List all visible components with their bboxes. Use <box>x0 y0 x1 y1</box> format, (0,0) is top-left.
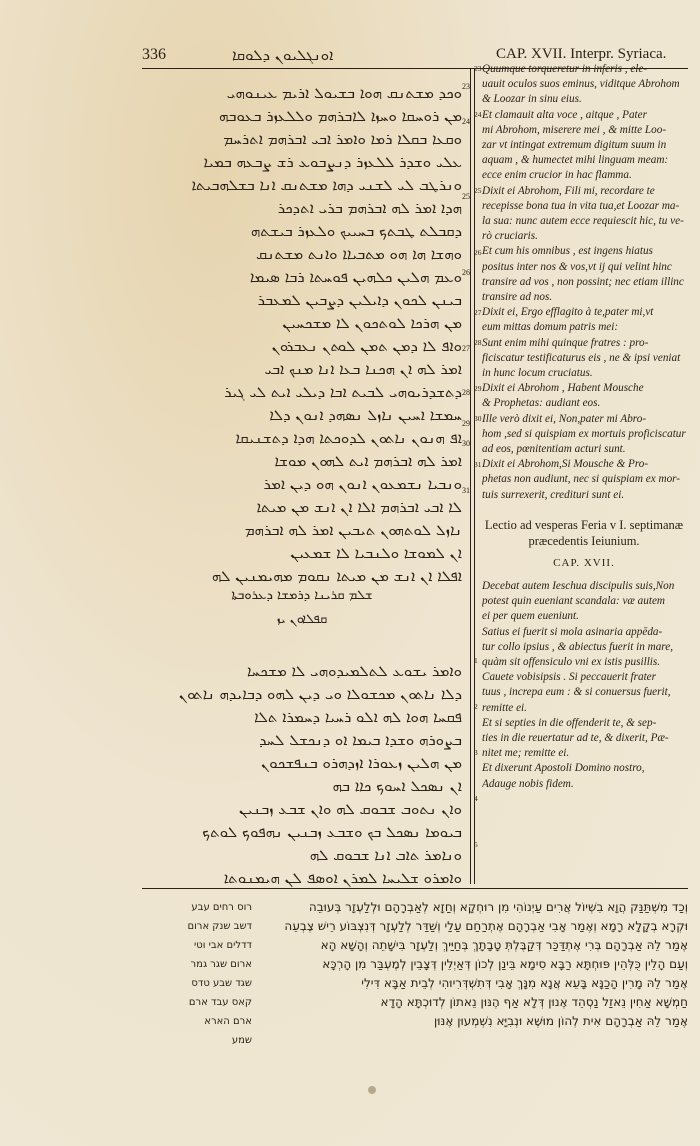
latin-line: Satius ei fuerit si mola asinaria appēda- <box>482 625 663 638</box>
latin-line: Decebat autem Ieschua discipulis suis,Non <box>482 579 675 592</box>
latin-line: rò cruciaris. <box>482 230 538 243</box>
syriac-line: ܠܐ ܐܒܝ ܐܒܪܗܡ ܐܠܐ ܐܢ ܐܢܫ ܡܢ ܡܝܬܐ <box>256 498 462 516</box>
syriac-line: ܦܩܚܐ ܗܘܐ ܠܗ ܐܠܘ ܪܚܝܐ ܕܚܡܪܐ ܬܠܐ <box>254 708 462 726</box>
verse-number: 30 <box>474 414 482 423</box>
syriac-line: ܐܦܠܐ ܐܢ ܐܢܫ ܡܢ ܡܝܬܐ ܢܩܘܡ ܡܗܝܡܢܝܢ ܠܗ <box>211 567 462 585</box>
latin-line: hom ,sed si quispiam ex mortuis proficiscatur <box>482 427 686 440</box>
latin-line: Dixit ei Abrohom, Fili mi, recordare te <box>482 184 655 197</box>
syriac-line: ܥܠܝ ܘܫܕܪ ܠܠܥܙܪ ܕܢܨܒܘܥ ܪܫ ܨܒܥܗ ܒܡܝܐ <box>203 153 462 171</box>
running-head-latin: CAP. XVII. Interpr. Syriaca. <box>496 46 667 62</box>
note-line: ארם הארא <box>204 1016 252 1027</box>
syriac-line: ܚܡܫܐ ܐܚܝܢ ܢܐܙܠ ܢܣܗܕ ܐܢܘܢ ܕܠܐ <box>269 406 462 424</box>
note-line: רוס רחים עבע <box>191 902 252 913</box>
syriac-line: ܕܬܫܕܪܝܘܗܝ ܠܒܝܬ ܐܒܐ ܕܝܠܝ ܐܝܬ ܠܝ ܓܝܪ <box>224 383 462 401</box>
hebrew-line: אֶמַר לֵהּ מָרִין הָכַנָּא בָּעֵא אֲנָא מִנָּךְ אָבִי דְּתִשְׁדְּרִיוּהִי לְבֵית אַבָּא דִּילִי <box>361 976 688 990</box>
latin-line: tuus , increpa eum : & si conuersus fuerit, <box>482 686 671 699</box>
syriac-line: ܘܐܡܪܘ ܫܠܝܚܐ ܠܡܪܢ ܐܘܤܦ ܠܢ ܗܝܡܢܘܬܐ <box>223 869 462 887</box>
latin-line: Ille verò dixit ei, Non,pater mi Abro- <box>482 412 647 425</box>
latin-line: mi Abrohom, miserere mei , & mitte Loo- <box>482 123 667 136</box>
hebrew-footer-text <box>262 898 688 1031</box>
latin-line: potest quin eueniant scandala: væ autem <box>482 595 666 608</box>
hebrew-line: חַמְשָׁא אַחִין נֵאזַל נַסְהֵד אֶנוּן דְּלָא אַף הֶנּוּן נֵאתוֹן לְדוּכְתָּא הָדָא <box>380 995 688 1009</box>
latin-line: Sunt enim mihi quinque fratres : pro- <box>482 336 649 349</box>
hebrew-line: וּקְרָא בְקָלָא רָמָא וְאֶמַר אָבִי אַבְרָהָם אֶתְרַחַם עַלַי וְשַׁדַּר לְלַעְזָר דְּנִצְבּוֹע רֵישׁ צֶבְעֵה <box>284 919 688 933</box>
latin-line: Quumque torqueretur in inferis , ele- <box>482 63 648 75</box>
latin-text-column <box>482 62 686 792</box>
verse-number: 3 <box>474 748 478 757</box>
latin-line: Dixit ei, Ergo efflagito à te,pater mi,vt <box>482 306 654 319</box>
latin-line: transire ad nos. <box>482 291 553 304</box>
syriac-chapter-marks: ܩܦܠܐܘܢ ܝܙ <box>276 612 328 627</box>
latin-line: tuis surrexerit, credituri sunt ei. <box>482 488 625 501</box>
syriac-line: ܘܢܒܝܐ ܢܫܡܥܘܢ ܐܢܘܢ ܗܘ ܕܝܢ ܐܡܪ <box>263 475 462 493</box>
verse-number: 31 <box>462 486 470 495</box>
column-divider <box>470 68 471 884</box>
note-line: שגד שבע טדס <box>191 978 252 989</box>
verse-number: 29 <box>474 384 482 393</box>
latin-line: Et clamauit alta voce , aitque , Pater <box>482 108 647 121</box>
note-line: ארום שגר גמר <box>190 959 252 970</box>
syriac-line: ܒܝܘܡܐ ܢܣܟܠ ܒܟ ܘܫܒܥ ܙܒܢܝܢ ܢܗܦܘܟ ܠܘܬܟ <box>202 823 462 841</box>
page-number: 336 <box>142 46 166 63</box>
running-head-syriac: ܐܘܢܓܠܝܘܢ ܕܠܘܩܐ <box>232 46 334 64</box>
latin-line: in hunc locum cruciatus. <box>482 367 593 380</box>
syriac-line: ܒܨܘܪܗ ܘܫܕܐ ܒܝܡܐ ܐܘ ܕܢܟܫܠ ܠܚܕ <box>259 731 462 749</box>
latin-line: ad eos, pœnitentiam acturi sunt. <box>482 443 626 456</box>
latin-line: quàm sit offensiculo vni ex istis pusillis. <box>482 655 661 668</box>
syriac-line: ܡܢ ܪܘܚܩܐ ܘܚܙܐ ܠܐܒܪܗܡ ܘܠܠܥܙܪ ܒܥܘܒܗ <box>219 107 462 125</box>
verse-number: 2 <box>474 702 478 711</box>
latin-line: la sua: nunc autem ecce requiescit hic, tu ve- <box>482 215 684 228</box>
hebrew-line: אֶמַר לֵהּ אַבְרָהָם בְּרִי אֶתְדַּכַּר דְּקַבֶּלְתְּ טָבָתָךְ בְּחַיַּיךְ וְלַעְזָר בִּישָׁתֵה וְהָשָׁא הָא <box>320 938 688 952</box>
latin-line: remitte ei. <box>482 701 527 714</box>
syriac-line: ܐܡܪ ܠܗ ܐܢ ܗܟܢܐ ܒܥܐ ܐܢܐ ܡܢܟ ܐܒܝ <box>264 360 462 378</box>
verse-number: 26 <box>474 248 482 257</box>
latin-line: ecce enim crucior in hac flamma. <box>482 169 632 182</box>
syriac-line: ܘܢܪܛܒ ܠܝ ܠܫܢܝ ܕܗܐ ܡܫܬܢܩ ܐܢܐ ܒܫܠܗܒܝܬܐ <box>191 176 462 194</box>
syriac-line: ܘܗܫܐ ܗܐ ܗܘ ܡܬܒܝܐܐ ܘܐܢܬ ܡܫܬܢܩ <box>255 245 462 263</box>
syriac-line: ܐܡܪ ܠܗ ܐܒܪܗܡ ܐܝܬ ܠܗܘܢ ܡܘܫܐ <box>274 452 462 470</box>
latin-line: ei per quem eueniunt. <box>482 610 579 623</box>
latin-line: ties in die reuertatur ad te, & dixerit, Pæ- <box>482 731 669 744</box>
latin-verse-numbers <box>474 62 482 882</box>
verse-number: 1 <box>474 656 478 665</box>
syriac-line: ܐܢ ܠܡܘܫܐ ܘܠܢܒܝܐ ܠܐ ܫܡܥܝܢ <box>290 544 462 562</box>
chapter-heading: CAP. XVII. <box>553 556 615 569</box>
note-line: שמע <box>231 1035 252 1046</box>
verse-number: 29 <box>462 419 470 428</box>
syriac-line: ܡܢ ܗܠܝܢ ܙܥܘܪܐ ܐܙܕܗܪܘ ܒܢܦܫܟܘܢ <box>261 754 462 772</box>
verse-number: 30 <box>462 439 470 448</box>
syriac-line: ܘܩܥܐ ܒܩܠܐ ܪܡܐ ܘܐܡܪ ܐܒܝ ܐܒܪܗܡ ܐܬܪܚܡ <box>223 130 462 148</box>
syriac-line: ܕܠܐ ܢܐܬܘܢ ܡܟܫܘܠܐ ܘܝ ܕܝܢ ܠܗܘ ܕܒܐܝܕܗ ܢܐܬܘܢ <box>178 685 462 703</box>
latin-line: uauit oculos suos eminus, viditque Abrohom <box>482 78 680 91</box>
latin-line: tur collo ipsius , & abiectus fuerit in mare, <box>482 640 674 653</box>
hebrew-line: אֶמַר לֵהּ אַבְרָהָם אִית לְהוֹן מוּשֶׁא וּנְבִיָּא נִשְׁמְעוּן אֶנּוּן <box>434 1014 688 1028</box>
latin-line: ficiscatur testificaturus eis , ne & ipsi veniat <box>482 351 681 364</box>
latin-line: zar vt intingat extremum digitum suum in <box>482 139 667 152</box>
verse-number: 27 <box>462 344 470 353</box>
printer-mark-dot <box>368 1086 376 1094</box>
latin-line: Et si septies in die offenderit te, & sep- <box>482 716 657 729</box>
syriac-line: ܢܐܙܠ ܠܘܬܗܘܢ ܬܝܒܝܢ ܐܡܪ ܠܗ ܐܒܪܗܡ <box>244 521 462 539</box>
note-line: דשב שנק ארום <box>187 921 252 932</box>
syriac-line: ܘܢܐܡܪ ܬܐܒ ܐܢܐ ܫܒܘܩ ܠܗ <box>309 846 462 864</box>
verse-number: 28 <box>474 338 482 347</box>
verse-number: 27 <box>474 308 482 317</box>
hebrew-marginal-notes <box>142 898 252 1050</box>
syriac-rubric: ܫܠܡ ܩܪܝܢܐ ܕܪܡܫܐ ܕܥܪܘܒܬܐ <box>231 588 373 603</box>
latin-line: nitet me; remitte ei. <box>482 747 570 760</box>
syriac-line: ܐܦ ܗܢܘܢ ܢܐܬܘܢ ܠܕܘܟܬܐ ܗܕܐ ܕܬܫܢܝܩܐ <box>235 429 462 447</box>
latin-line: eum mittas domum patris mei: <box>482 321 619 334</box>
syriac-section-column <box>142 660 462 890</box>
latin-line: & Prophetas: audiant eos. <box>482 397 601 410</box>
syriac-line: ܘܐܦ ܠܐ ܕܡܢ ܬܡܢ ܠܘܬܢ ܢܥܒܪܘܢ <box>271 337 462 355</box>
syriac-line: ܗܕܐ ܐܡܪ ܠܗ ܐܒܪܗܡ ܒܪܝ ܐܬܕܟܪ <box>277 199 462 217</box>
syriac-line: ܐܢ ܢܣܟܠ ܐܚܘܟ ܟܐܐ ܒܗ <box>332 777 462 795</box>
latin-line: Adauge nobis fidem. <box>482 777 574 790</box>
hebrew-line: וְעַם הָלֵין כֻּלְּהֵין פּוּחְתָּא רַבָּא סִימָא בֵּינַן לְכוֹן דְּאַיְלֵין דְּצָבֵין לְמֶעְבַּר מִן הָרְכָּא <box>322 957 688 971</box>
latin-line: Et cum his omnibus , est ingens hiatus <box>482 245 653 258</box>
verse-number: 31 <box>474 460 482 469</box>
syriac-line: ܡܢ ܗܪܟܐ ܠܘܬܟܘܢ ܠܐ ܡܫܟܚܝܢ <box>282 314 462 332</box>
syriac-line: ܒܝܢܢ ܠܟܘܢ ܕܐܝܠܝܢ ܕܨܒܝܢ ܠܡܥܒܪ <box>257 291 462 309</box>
latin-line: Et dixerunt Apostoli Domino nostro, <box>482 762 645 775</box>
syriac-text-column <box>142 82 462 588</box>
syriac-line: ܕܩܒܠܬ ܛܒܬܟ ܒܚܝܝܟ ܘܠܥܙܪ ܒܝܫܬܗ <box>250 222 462 240</box>
note-line: קאס עבד ארם <box>188 997 252 1008</box>
verse-number: 25 <box>462 192 470 201</box>
hebrew-line: וְכַד מִשְׁתַּנַּק הֲוָא בִשְׁיוֹל אֲרִים עַיְנוֹהִי מִן רוּחְקָא וְחַזָא לְאַבְרָהָם וּלְלַעְזָר בְּעוּבֵה <box>308 900 688 914</box>
verse-number: 24 <box>462 117 470 126</box>
verse-number: 28 <box>462 388 470 397</box>
latin-line: aquam , & humectet mihi linguam meam: <box>482 154 669 167</box>
verse-number: 5 <box>474 840 478 849</box>
verse-number: 23 <box>474 64 482 73</box>
syriac-line: ܘܟܕ ܡܫܬܢܩ ܗܘܐ ܒܫܝܘܠ ܐܪܝܡ ܥܝܢܘܗܝ <box>226 84 462 102</box>
latin-line: phetas non audiunt, nec si quispiam ex mor- <box>482 473 681 486</box>
verse-number: 4 <box>474 794 478 803</box>
verse-number: 25 <box>474 186 482 195</box>
verse-number: 23 <box>462 82 470 91</box>
syriac-line: ܘܐܢ ܢܬܘܒ ܫܒܘܩ ܠܗ ܘܐܢ ܫܒܥ ܙܒܢܝܢ <box>238 800 462 818</box>
verse-number: 26 <box>462 268 470 277</box>
note-line: דדלים אבי וטי <box>194 940 252 951</box>
lectio-title: Lectio ad vesperas Feria v I. septimanæ præcedentis Ieiunium. <box>484 517 684 548</box>
syriac-line: ܘܥܡ ܗܠܝܢ ܟܠܗܝܢ ܦܘܚܬܐ ܪܒܐ ܣܝܡܐ <box>249 268 462 286</box>
latin-line: recepisse bona tua in vita tua,et Loozar ma- <box>482 199 680 212</box>
latin-line: Cauete vobisipsis . Si peccauerit frater <box>482 671 657 684</box>
latin-line: Dixit ei Abrohom , Habent Mousche <box>482 382 644 395</box>
latin-line: positus inter nos & vos,vt ij qui velint hinc <box>482 260 672 273</box>
verse-number: 24 <box>474 110 482 119</box>
syriac-line: ܘܐܡܪ ܝܫܘܥ ܠܬܠܡܝܕܘܗܝ ܠܐ ܡܫܟܚܐ <box>247 662 462 680</box>
latin-line: & Loozar in sinu eius. <box>482 93 582 106</box>
latin-line: transire ad vos , non possint; nec etiam illinc <box>482 275 684 288</box>
latin-line: Dixit ei Abrohom,Si Mousche & Pro- <box>482 458 649 471</box>
